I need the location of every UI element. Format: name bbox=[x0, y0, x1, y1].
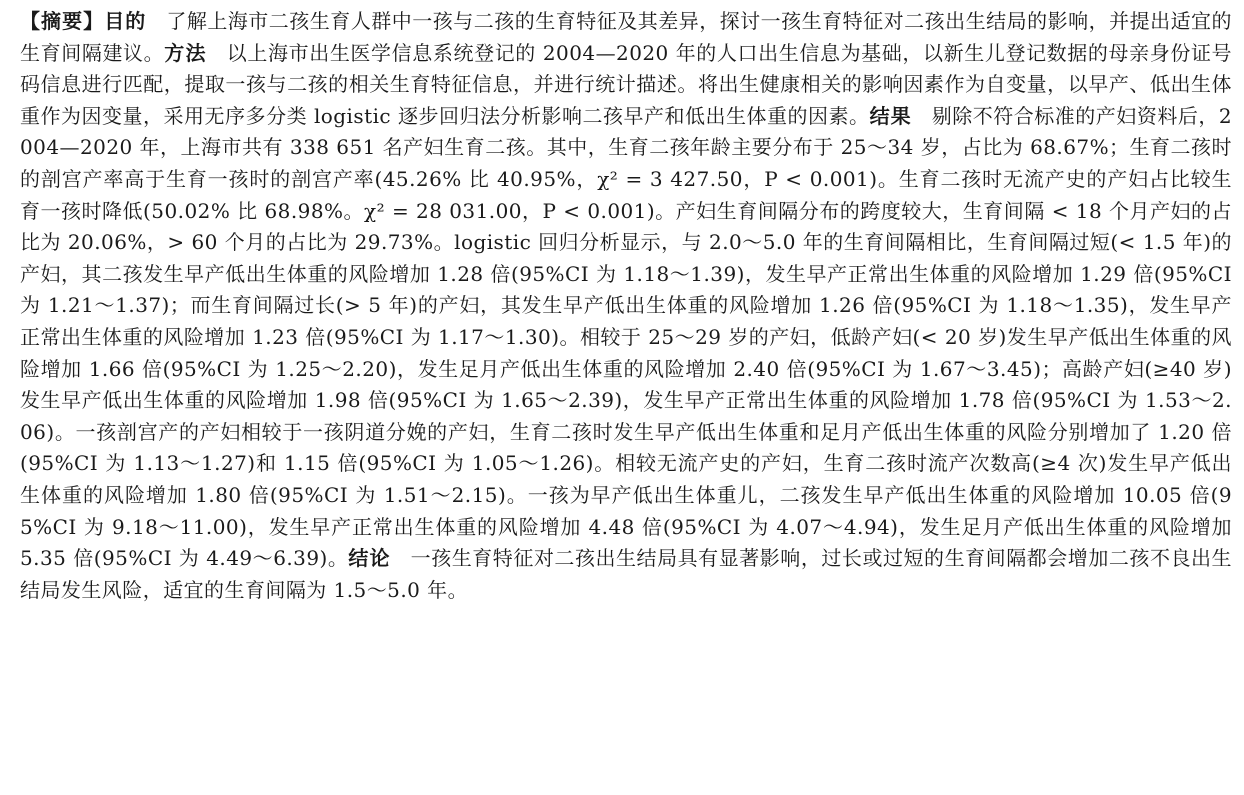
section-heading-results: 结果 bbox=[869, 103, 912, 128]
abstract-label: 【摘要】 bbox=[20, 9, 105, 33]
section-text-methods: 以上海市出生医学信息系统登记的 2004—2020 年的人口出生信息为基础，以新生儿登记数据的母亲身份证号码信息进行匹配，提取一孩与二孩的相关生育特征信息，并进行统计描述。将出生健康相关的影响因素作为自变量，以早产、低出生体重作为因变量，采用无序多分类 logistic 逐步回归法分析影响二孩早产和低出生体重的因素。 bbox=[20, 40, 1233, 128]
section-text-objective: 了解上海市二孩生育人群中一孩与二孩的生育特征及其差异，探讨一孩生育特征对二孩出生结局的影响，并提出适宜的生育间隔建议。 bbox=[20, 9, 1233, 65]
section-text-conclusion: 一孩生育特征对二孩出生结局具有显著影响，过长或过短的生育间隔都会增加二孩不良出生结局发生风险，适宜的生育间隔为 1.5～5.0 年。 bbox=[20, 546, 1232, 602]
abstract-paragraph bbox=[20, 6, 1232, 606]
section-heading-objective: 目的 bbox=[104, 9, 147, 33]
section-heading-conclusion: 结论 bbox=[348, 546, 391, 571]
section-text-results: 剔除不符合标准的产妇资料后，2004—2020 年，上海市共有 338 651 名产妇生育二孩。其中，生育二孩年龄主要分布于 25～34 岁，占比为 68.67%；生育二孩时的剖宫产率高于生育一孩时的剖宫产率(45.26% 比 40.95%，χ² = 3 427.50，P < 0.001)。生育二孩时无流产史的产妇占比较生育一孩时降低(50.02% 比 68.98%。χ² = 28 031.00，P < 0.001)。产妇生育间隔分布的跨度较大，生育间隔 < 18 个月产妇的占比为 20.06%，> 60 个月的占比为 29.73%。logistic 回归分析显示，与 2.0～5.0 年的生育间隔相比，生育间隔过短(< 1.5 年)的产妇，其二孩发生早产低出生体重的风险增加 1.28 倍(95%CI 为 1.18～1.39)，发生早产正常出生体重的风险增加 1.29 倍(95%CI 为 1.21～1.37)；而生育间隔过长(> 5 年)的产妇，其发生早产低出生体重的风险增加 1.26 倍(95%CI 为 1.18～1.35)，发生早产正常出生体重的风险增加 1.23 倍(95%CI 为 1.17～1.30)。相较于 25～29 岁的产妇，低龄产妇(< 20 岁)发生早产低出生体重的风险增加 1.66 倍(95%CI 为 1.25～2.20)，发生足月产低出生体重的风险增加 2.40 倍(95%CI 为 1.67～3.45)；高龄产妇(≥40 岁)发生早产低出生体重的风险增加 1.98 倍(95%CI 为 1.65～2.39)，发生早产正常出生体重的风险增加 1.78 倍(95%CI 为 1.53～2.06)。一孩剖宫产的产妇相较于一孩阴道分娩的产妇，生育二孩时发生早产低出生体重和足月产低出生体重的风险分别增加了 1.20 倍(95%CI 为 1.13～1.27)和 1.15 倍(95%CI 为 1.05～1.26)。相较无流产史的产妇，生育二孩时流产次数高(≥4 次)发生早产低出生体重的风险增加 1.80 倍(95%CI 为 1.51～2.15)。一孩为早产低出生体重儿，二孩发生早产低出生体重的风险增加 10.05 倍(95%CI 为 9.18～11.00)，发生早产正常出生体重的风险增加 4.48 倍(95%CI 为 4.07～4.94)，发生足月产低出生体重的风险增加 5.35 倍(95%CI 为 4.49～6.39)。 bbox=[20, 103, 1233, 571]
section-heading-methods: 方法 bbox=[164, 40, 207, 65]
